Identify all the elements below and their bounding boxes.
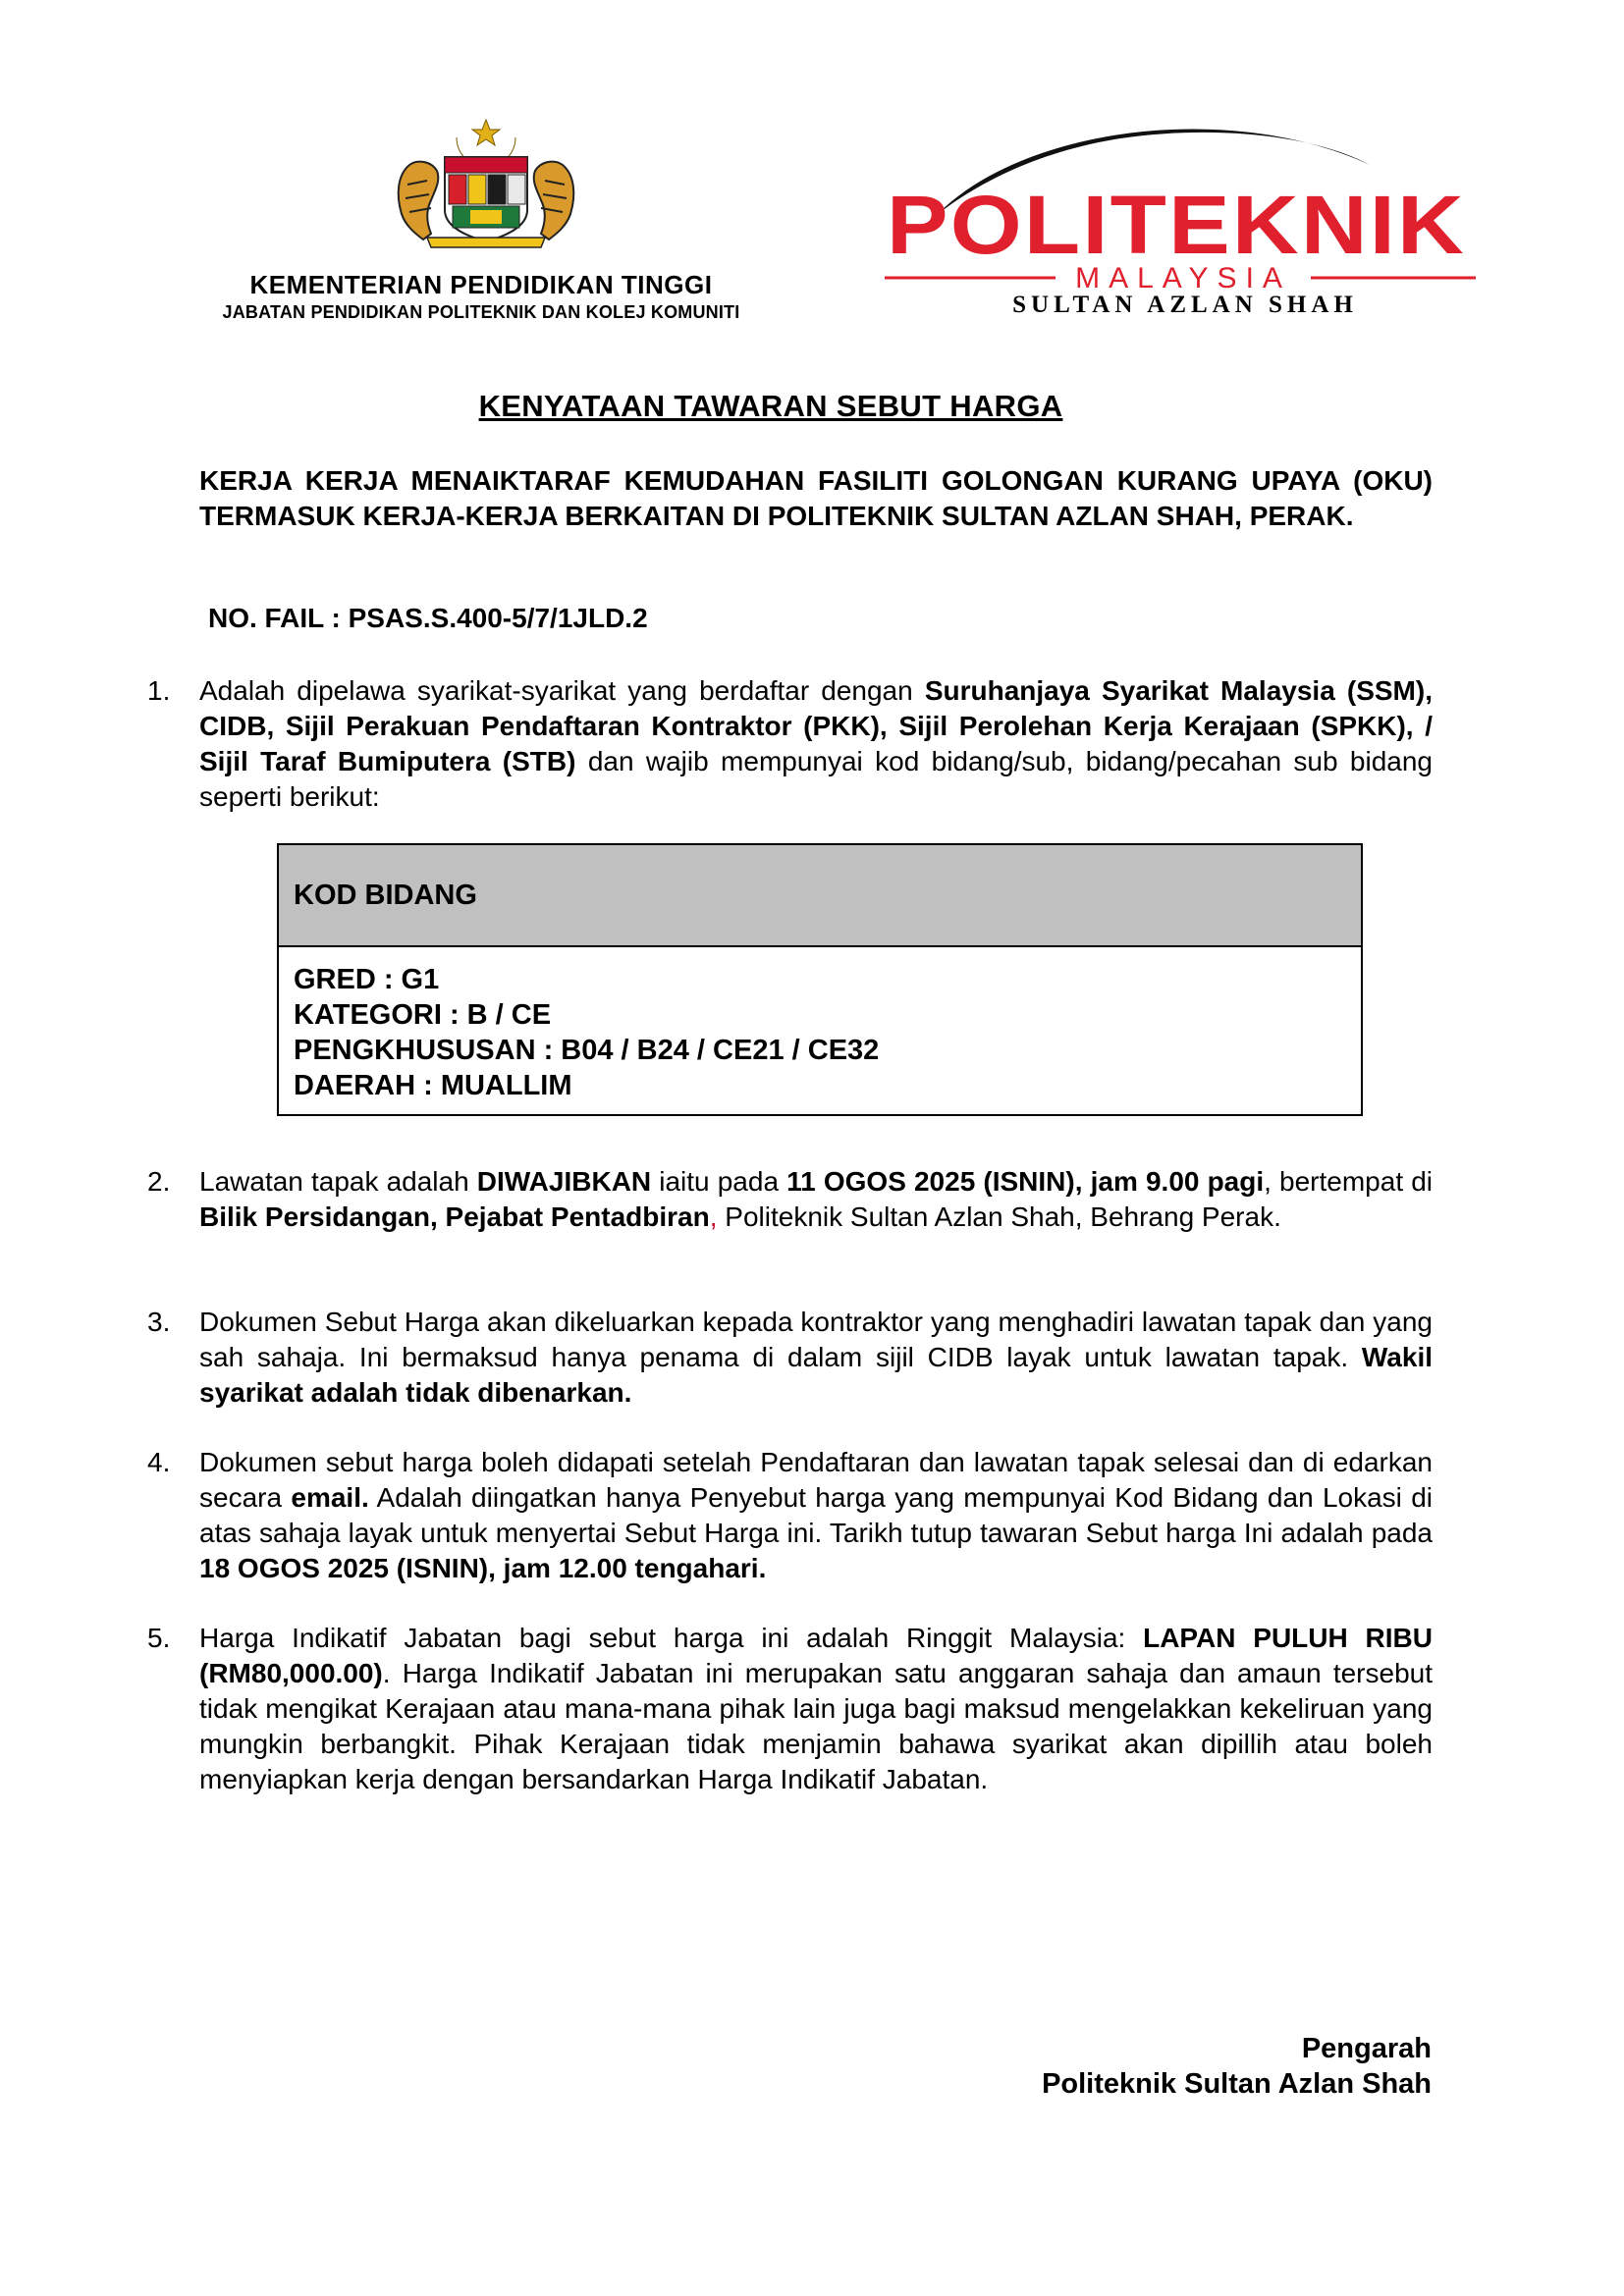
- list-item-number: 2.: [147, 1166, 171, 1197]
- list-item-text: Lawatan tapak adalah DIWAJIBKAN iaitu pada 11 OGOS 2025 (ISNIN), jam 9.00 pagi, bertempat di Bilik Persidangan, Pejabat Pentadbiran, Politeknik Sultan Azlan Shah, Behrang Perak.: [199, 1166, 1434, 1232]
- department-name: JABATAN PENDIDIKAN POLITEKNIK DAN KOLEJ KOMUNITI: [222, 302, 740, 322]
- malaysia-coat-of-arms-logo: [388, 116, 584, 253]
- file-number-value: PSAS.S.400-5/7/1JLD.2: [348, 603, 648, 633]
- list-item-number: 5.: [147, 1623, 171, 1653]
- subject-heading: KERJA KERJA MENAIKTARAF KEMUDAHAN FASILITI GOLONGAN KURANG UPAYA (OKU) TERMASUK KERJA-KERJA BERKAITAN DI POLITEKNIK SULTAN AZLAN SHAH, PERAK.: [199, 465, 1433, 531]
- signatory-organization: Politeknik Sultan Azlan Shah: [1042, 2068, 1432, 2100]
- list-item-3: [147, 1305, 1433, 1411]
- signatory-title: Pengarah: [1301, 2033, 1432, 2064]
- list-item-number: 4.: [147, 1447, 171, 1477]
- kod-bidang-line-daerah: DAERAH : MUALLIM: [294, 1070, 572, 1101]
- campus-name: SULTAN AZLAN SHAH: [1012, 292, 1358, 318]
- list-item-number: 3.: [147, 1307, 171, 1337]
- list-item-5: [147, 1621, 1433, 1797]
- kod-bidang-details: [279, 947, 1361, 1103]
- file-number-label: NO. FAIL: [208, 603, 324, 633]
- politeknik-wordmark: POLITEKNIK: [887, 179, 1466, 271]
- list-item-number: 1.: [147, 675, 171, 706]
- page-title: KENYATAAN TAWARAN SEBUT HARGA: [478, 389, 1063, 423]
- kod-bidang-line-pengkhususan: PENGKHUSUSAN : B04 / B24 / CE21 / CE32: [294, 1035, 880, 1066]
- list-item-text: Adalah dipelawa syarikat-syarikat yang berdaftar dengan Suruhanjaya Syarikat Malaysia (SSM), CIDB, Sijil Perakuan Pendaftaran Kontraktor (PKK), Sijil Perolehan Kerja Kerajaan (SPKK), / Sijil Taraf Bumiputera (STB) dan wajib mempunyai kod bidang/sub, bidang/pecahan sub bidang seperti berikut:: [199, 675, 1433, 812]
- list-item-text: Dokumen sebut harga boleh didapati setelah Pendaftaran dan lawatan tapak selesai dan di edarkan secara email. Adalah diingatkan hanya Penyebut harga yang mempunyai Kod Bidang dan Lokasi di atas sahaja layak untuk menyertai Sebut Harga ini. Tarikh tutup tawaran Sebut harga Ini adalah pada 18 OGOS 2025 (ISNIN), jam 12.00 tengahari.: [199, 1447, 1434, 1583]
- list-item-text: Dokumen Sebut Harga akan dikeluarkan kepada kontraktor yang menghadiri lawatan tapak dan yang sah sahaja. Ini bermaksud hanya penama di dalam sijil CIDB layak untuk lawatan tapak. Wakil syarikat adalah tidak dibenarkan.: [199, 1307, 1433, 1408]
- list-item-4: [147, 1445, 1433, 1586]
- list-item-text: Harga Indikatif Jabatan bagi sebut harga ini adalah Ringgit Malaysia: LAPAN PULUH RIBU (RM80,000.00). Harga Indikatif Jabatan ini merupakan satu anggaran sahaja dan amaun tersebut tidak mengikat Kerajaan atau mana-mana pihak lain juga bagi maksud mengelakkan kekeliruan yang mungkin berbangkit. Pihak Kerajaan tidak menjamin bahawa syarikat akan dipillih atau boleh menyiapkan kerja dengan bersandarkan Harga Indikatif Jabatan.: [199, 1623, 1433, 1794]
- list-item-1: [147, 673, 1433, 815]
- kod-bidang-line-gred: GRED : G1: [294, 964, 440, 995]
- malaysia-wordmark: MALAYSIA: [1075, 262, 1291, 294]
- kod-bidang-table: [277, 843, 1363, 1116]
- signature-block: [1042, 2031, 1432, 2102]
- ministry-name: KEMENTERIAN PENDIDIKAN TINGGI: [249, 270, 713, 299]
- ministry-heading: [137, 269, 825, 324]
- kod-bidang-line-kategori: KATEGORI : B / CE: [294, 999, 552, 1031]
- file-number-separator: :: [323, 603, 349, 633]
- politeknik-malaysia-logo: [879, 106, 1488, 322]
- kod-bidang-header: KOD BIDANG: [279, 845, 1361, 947]
- file-number: [208, 603, 648, 634]
- list-item-2: [147, 1164, 1433, 1235]
